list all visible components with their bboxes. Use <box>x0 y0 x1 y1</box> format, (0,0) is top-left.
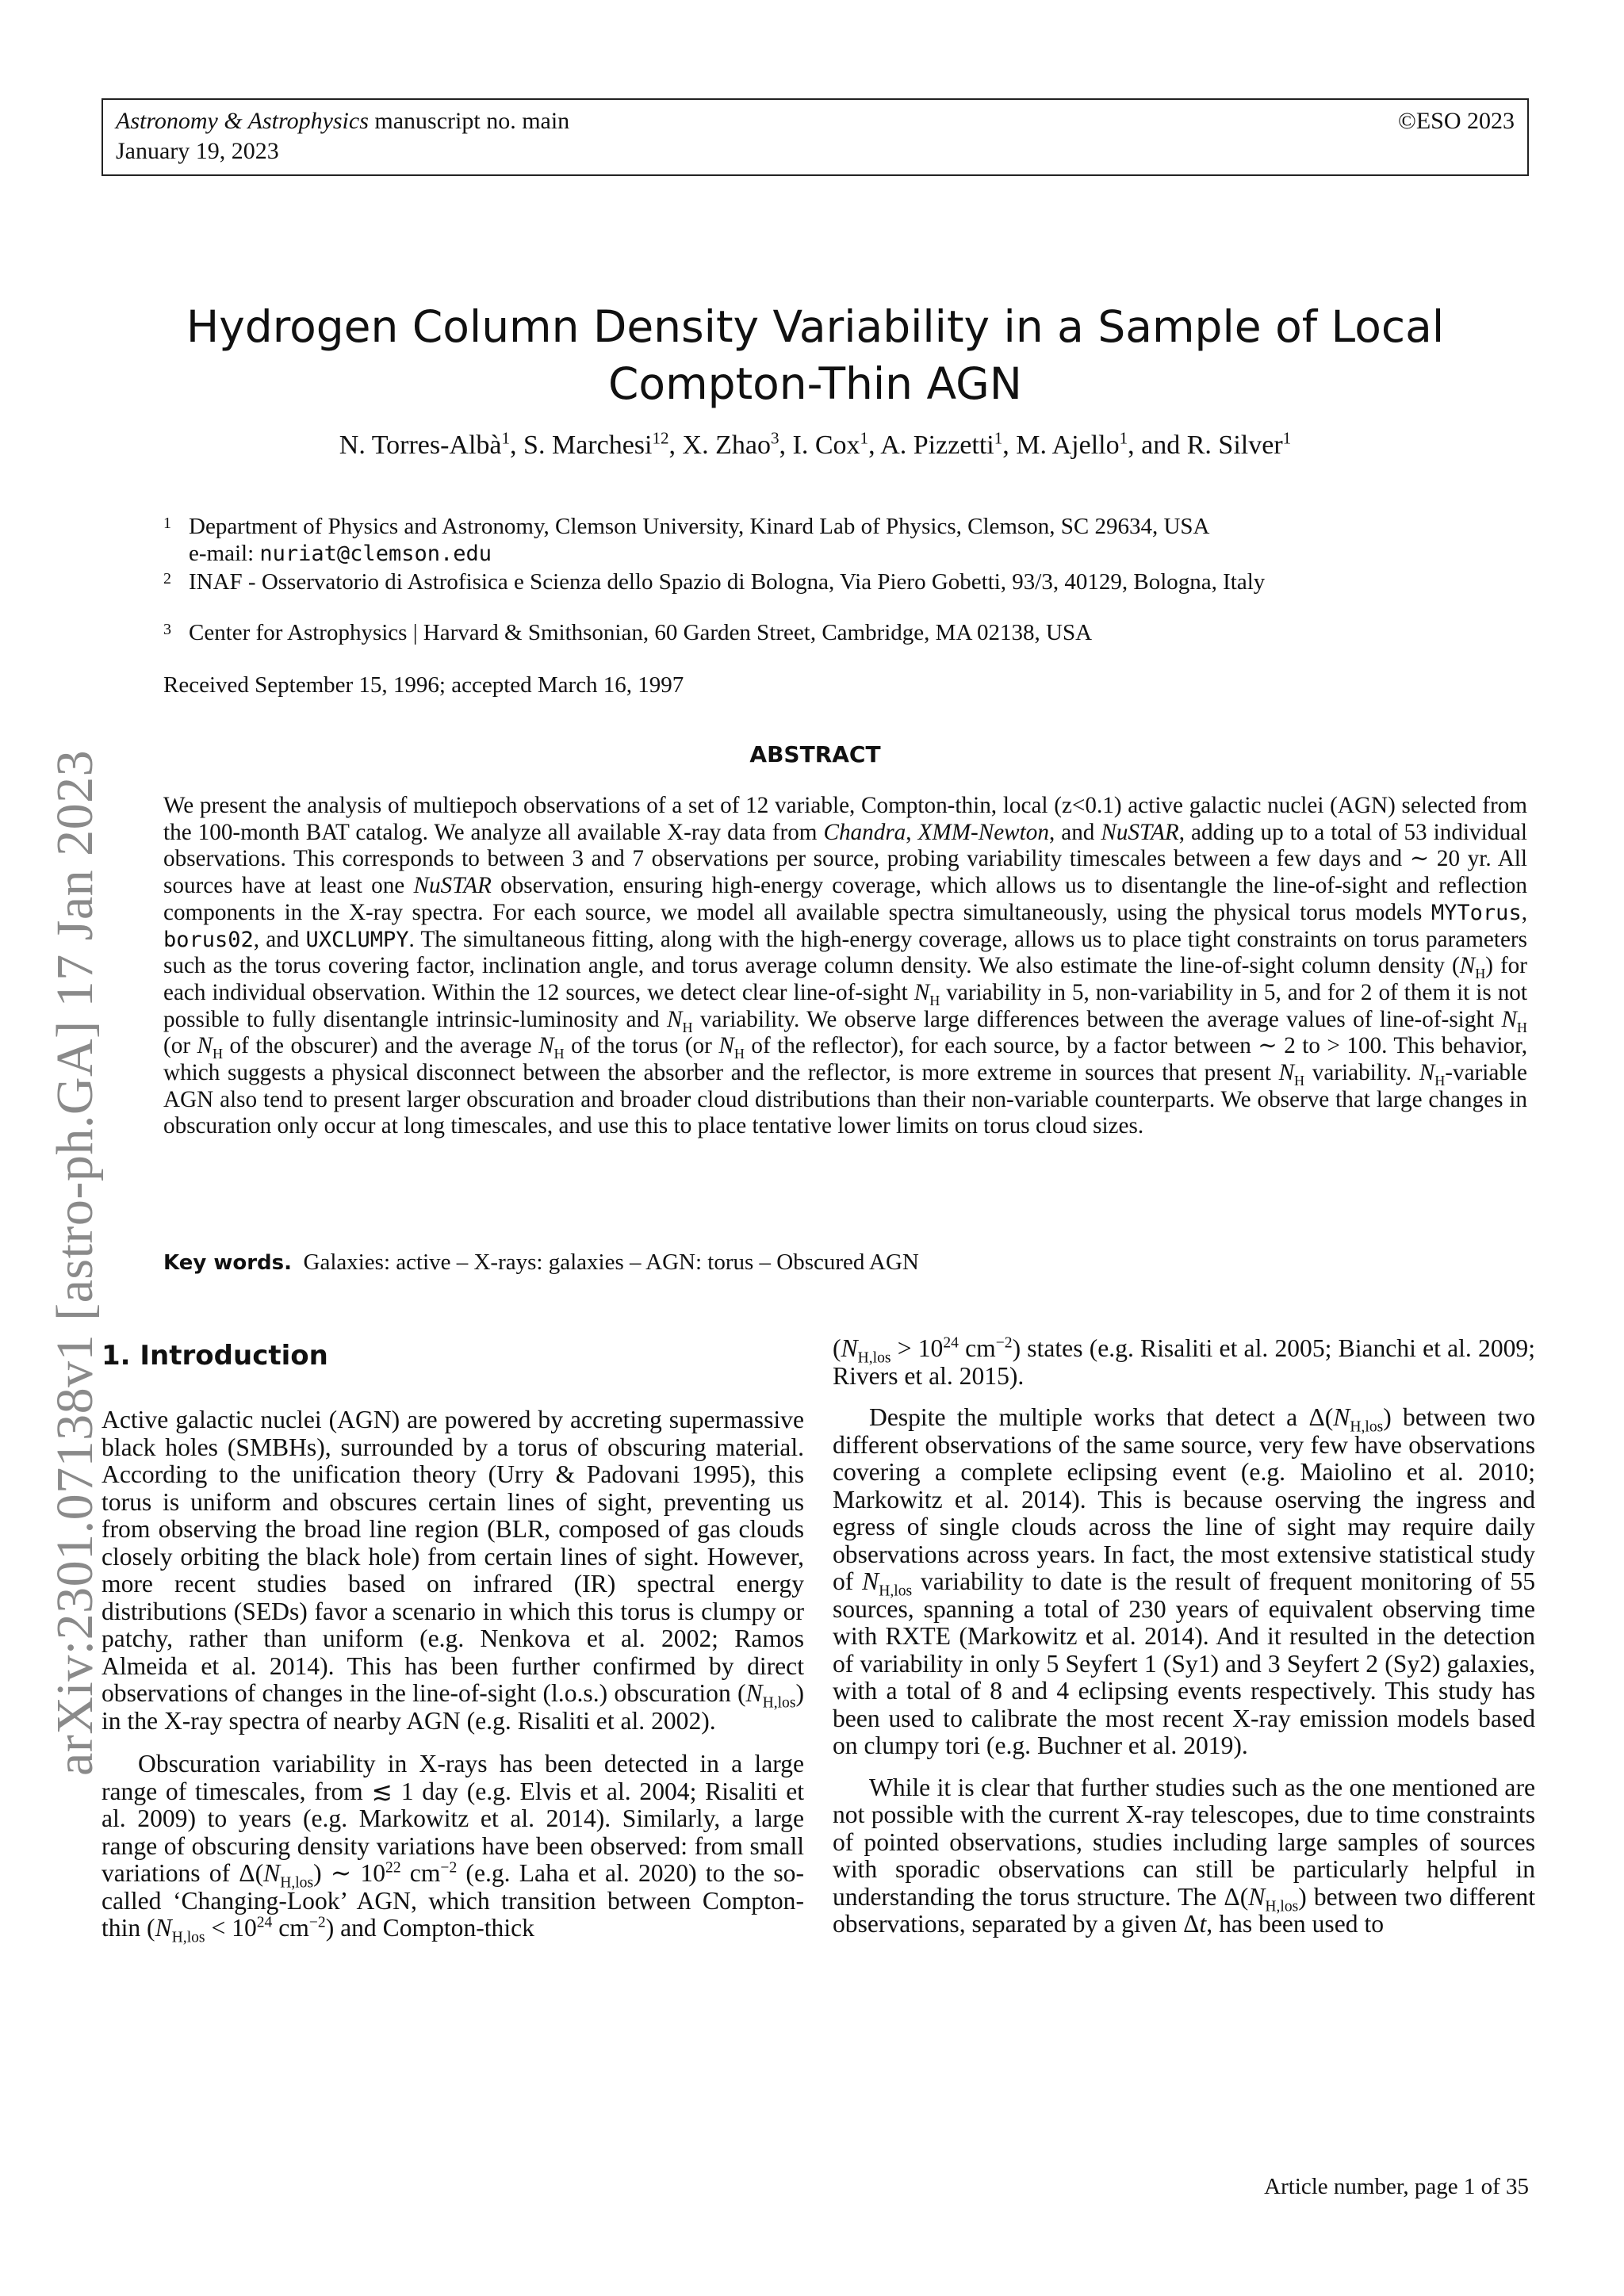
paragraph: Despite the multiple works that detect a $\Delta(N_{H,los})$ between two different observations of the same source, very few have observations covering a complete eclipsing event (e.g. Maiolino et al. 2010; Markowitz et al. 2014). This is because oserving the ingress and egress of single clouds across the line of sight may require daily observations across years. In fact, the most extensive statistical study of $N_{H,los}$ variability to date is the result of frequent monitoring of 55 sources, spanning a total of 230 years of equivalent observing time with RXTE (Markowitz et al. 2014). And it resulted in the detection of variability in only 5 Seyfert 1 (Sy1) and 3 Seyfert 2 (Sy2) galaxies, with a total of 8 and 4 eclipsing events respectively. This study has been used to calibrate the most recent X-ray emission models based on clumpy tori (e.g. Buchner et al. 2019). <box>833 1403 1536 1759</box>
abstract-heading: ABSTRACT <box>749 741 881 767</box>
author: X. Zhao$^3$, <box>682 428 793 460</box>
affiliation-2: 2 INAF - Osservatorio di Astrofisica e Scienza dello Spazio di Bologna, Via Piero Gobetti, 93/3, 40129, Bologna, Italy <box>163 569 1266 595</box>
page-footer: Article number, page 1 of 35 <box>1264 2174 1529 2199</box>
paragraph: While it is clear that further studies such as the one mentioned are not possible with the current X-ray telescopes, due to time constraints of pointed observations, studies including large samples of sources with sporadic observations can still be particularly helpful in understanding the torus structure. The $\Delta(N_{H,los})$ between two different observations, separated by a given Δt, has been used to <box>833 1773 1535 1938</box>
author: S. Marchesi$^{12}$, <box>523 428 683 460</box>
left-column <box>102 1406 804 1946</box>
author: M. Ajello$^1$, and <box>1016 428 1187 460</box>
copyright: ©ESO 2023 <box>1398 108 1515 134</box>
affiliation-email: e-mail: nuriat@clemson.edu <box>189 541 492 566</box>
header-date: January 19, 2023 <box>116 138 279 164</box>
manuscript-id: manuscript no. main <box>368 108 570 134</box>
author: N. Torres-Albà$^1$, <box>339 428 524 460</box>
email-link[interactable]: nuriat@clemson.edu <box>259 541 492 566</box>
author: A. Pizzetti$^1$, <box>880 428 1017 460</box>
paragraph: ($N_{H,los} > 10^{24}$ $cm^{-2}$) states (e.g. Risaliti et al. 2005; Bianchi et al. 2009; Rivers et al. 2015). <box>833 1334 1536 1390</box>
title-line-2: Compton-Thin AGN <box>608 358 1022 409</box>
keywords-label: Key words. <box>163 1251 292 1275</box>
author: R. Silver$^1$ <box>1186 428 1292 460</box>
section-heading-introduction: 1. Introduction <box>102 1340 328 1372</box>
journal-name: Astronomy & Astrophysics <box>116 108 369 134</box>
keywords <box>163 1248 919 1277</box>
affiliation-1: 1 Department of Physics and Astronomy, Clemson University, Kinard Lab of Physics, Clemson, SC 29634, USA <box>163 514 1210 539</box>
received-date: Received September 15, 1996; accepted March 16, 1997 <box>163 672 684 698</box>
journal-line <box>116 106 569 136</box>
paragraph: Obscuration variability in X-rays has been detected in a large range of timescales, from ≲ 1 day (e.g. Elvis et al. 2004; Risaliti et al. 2009) to years (e.g. Markowitz et al. 2014). Similarly, a large range of obscuring density variations have been observed: from small variations of $\Delta(N_{H,los})$ ∼ $10^{22}$ $cm^{-2}$ (e.g. Laha et al. 2020) to the so-called ‘Changing-Look’ AGN, which transition between Compton-thin ($N_{H,los} < 10^{24}$ $cm^{-2}$) and Compton-thick <box>102 1750 804 1946</box>
keywords-list: Galaxies: active – X-rays: galaxies – AGN: torus – Obscured AGN <box>303 1249 919 1275</box>
author: I. Cox$^1$, <box>792 428 881 460</box>
author-list <box>102 428 1529 463</box>
paper-title <box>102 298 1529 412</box>
title-line-1: Hydrogen Column Density Variability in a Sample of Local <box>186 301 1445 352</box>
arxiv-stamp: arXiv:2301.07138v1 [astro-ph.GA] 17 Jan 2023 <box>46 749 104 1776</box>
header-box <box>102 98 1529 176</box>
abstract-text: We present the analysis of multiepoch observations of a set of 12 variable, Compton-thin, local (z<0.1) active galactic nuclei (AGN) selected from the 100-month BAT catalog. We analyze all available X-ray data from Chandra, XMM-Newton, and NuSTAR, adding up to a total of 53 individual observations. This corresponds to between 3 and 7 observations per source, probing variability timescales between a few days and ∼ 20 yr. All sources have at least one NuSTAR observation, ensuring high-energy coverage, which allows us to disentangle the line-of-sight and reflection components in the X-ray spectra. For each source, we model all available spectra simultaneously, using the physical torus models MYTorus, borus02, and UXCLUMPY. The simultaneous fitting, along with the high-energy coverage, allows us to place tight constraints on torus parameters such as the torus covering factor, inclination angle, and torus average column density. We also estimate the line-of-sight column density $(N_H)$ for each individual observation. Within the 12 sources, we detect clear line-of-sight $N_H$ variability in 5, non-variability in 5, and for 2 of them it is not possible to fully disentangle intrinsic-luminosity and $N_H$ variability. We observe large differences between the average values of line-of-sight $N_H$ (or $N_H$ of the obscurer) and the average $N_H$ of the torus (or $N_H$ of the reflector), for each source, by a factor between ∼ 2 to > 100. This behavior, which suggests a physical disconnect between the absorber and the reflector, is more extreme in sources that present $N_H$ variability. $N_H$-variable AGN also tend to present larger obscuration and broader cloud distributions than their non-variable counterparts. We observe that large changes in obscuration only occur at long timescales, and use this to place tentative lower limits on torus cloud sizes. <box>163 793 1527 1139</box>
affiliation-3: 3 Center for Astrophysics | Harvard & Smithsonian, 60 Garden Street, Cambridge, MA 02138, USA <box>163 620 1093 645</box>
paragraph: Active galactic nuclei (AGN) are powered by accreting supermassive black holes (SMBHs), surrounded by a torus of obscuring material. According to the unification theory (Urry & Padovani 1995), this torus is uniform and obscures certain lines of sight, preventing us from observing the broad line region (BLR, composed of gas clouds closely orbiting the black hole) from certain lines of sight. However, more recent studies based on infrared (IR) spectral energy distributions (SEDs) favor a scenario in which this torus is clumpy or patchy, rather than uniform (e.g. Nenkova et al. 2002; Ramos Almeida et al. 2014). This has been further confirmed by direct observations of changes in the line-of-sight (l.o.s.) obscuration $(N_{H,los})$ in the X-ray spectra of nearby AGN (e.g. Risaliti et al. 2002). <box>102 1406 804 1735</box>
right-column <box>833 1335 1535 1938</box>
